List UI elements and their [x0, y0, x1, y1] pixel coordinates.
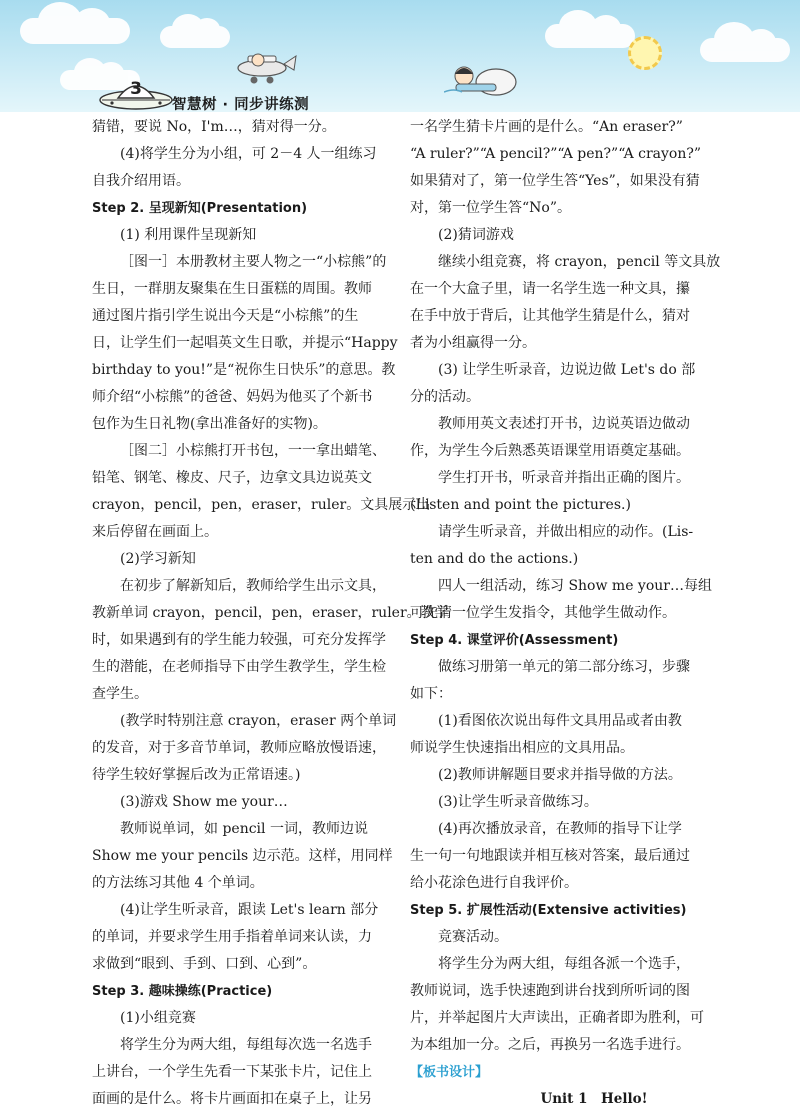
step-heading: Step 3. 趣味操练(Practice)	[92, 984, 273, 999]
text-line: (教学时特别注意 crayon，eraser 两个单词	[120, 713, 397, 729]
text-line: 请学生听录音，并做出相应的动作。(Lis-	[438, 524, 694, 540]
text-line: 铅笔、钢笔、橡皮、尺子，边拿文具边说英文	[92, 470, 372, 486]
text-line: 将学生分为两大组，每组每次选一名选手	[120, 1037, 372, 1053]
left-column	[92, 114, 460, 1113]
text-line: 的发音，对于多音节单词，教师应略放慢语速，	[92, 740, 386, 756]
text-line: 片，并举起图片大声读出，正确者即为胜利，可	[410, 1010, 704, 1026]
text-line: (4)将学生分为小组，可 2－4 人一组练习	[120, 146, 377, 162]
text-line: 如下：	[410, 686, 452, 702]
text-line: 面画的是什么。将卡片画面扣在桌子上，让另	[92, 1091, 372, 1107]
series-title: 智慧树 · 同步讲练测	[172, 97, 310, 113]
text-line: birthday to you!”是“祝你生日快乐”的意思。教	[92, 362, 396, 378]
text-line: 待学生较好掌握后改为正常语速。)	[92, 767, 301, 783]
text-line: 一名学生猜卡片画的是什么。“An eraser?”	[410, 119, 683, 135]
text-line: 生日，一群朋友聚集在生日蛋糕的周围。教师	[92, 281, 372, 297]
text-line: 作，为学生今后熟悉英语课堂用语奠定基础。	[410, 443, 690, 459]
text-line: 教师说词，选手快速跑到讲台找到所听词的图	[410, 983, 690, 999]
text-line: (2)学习新知	[120, 551, 196, 567]
text-line: 分的活动。	[410, 389, 480, 405]
text-line: 的单词，并要求学生用手指着单词来认读，力	[92, 929, 372, 945]
text-line: Show me your pencils 边示范。这样，用同样	[92, 848, 393, 864]
text-line: 教师说单词，如 pencil 一词，教师边说	[120, 821, 368, 837]
cloud-icon	[700, 38, 790, 62]
board-title: Unit 1 Hello!	[540, 1091, 648, 1107]
text-line: (3)游戏 Show me your…	[120, 794, 288, 810]
text-line: 做练习册第一单元的第二部分练习，步骤	[438, 659, 690, 675]
text-line: 为本组加一分。之后，再换另一名选手进行。	[410, 1037, 690, 1053]
text-line: 生一句一句地跟读并相互核对答案，最后通过	[410, 848, 690, 864]
text-line: (3)让学生听录音做练习。	[438, 794, 598, 810]
text-line: 包作为生日礼物(拿出准备好的实物)。	[92, 416, 327, 432]
text-line: 师说学生快速指出相应的文具用品。	[410, 740, 634, 756]
cloud-icon	[545, 24, 635, 48]
page-number: 3	[130, 79, 142, 99]
text-line: (3) 让学生听录音，边说边做 Let's do 部	[438, 362, 696, 378]
text-line: (Listen and point the pictures.)	[410, 497, 631, 513]
text-line: (4)让学生听录音，跟读 Let's learn 部分	[120, 902, 379, 918]
text-line: 猜错，要说 No，I'm…，猜对得一分。	[92, 119, 336, 135]
text-line: ten and do the actions.)	[410, 551, 579, 567]
text-line: (2)猜词游戏	[438, 227, 514, 243]
text-line: (4)再次播放录音，在教师的指导下让学	[438, 821, 682, 837]
text-line: 如果猜对了，第一位学生答“Yes”，如果没有猜	[410, 173, 700, 189]
text-line: 时，如果遇到有的学生能力较强，可充分发挥学	[92, 632, 386, 648]
text-line: 学生打开书，听录音并指出正确的图片。	[438, 470, 690, 486]
text-line: 者为小组赢得一分。	[410, 335, 536, 351]
text-line: 给小花涂色进行自我评价。	[410, 875, 578, 891]
section-tag: 【板书设计】	[410, 1065, 489, 1080]
text-line: (1)看图依次说出每件文具用品或者由教	[438, 713, 682, 729]
text-line: 上讲台，一个学生先看一下某张卡片，记住上	[92, 1064, 372, 1080]
text-line: 可先请一位学生发指令，其他学生做动作。	[410, 605, 676, 621]
text-line: 继续小组竞赛，将 crayon，pencil 等文具放	[438, 254, 721, 270]
step-heading: Step 2. 呈现新知(Presentation)	[92, 201, 308, 216]
step-heading: Step 4. 课堂评价(Assessment)	[410, 633, 619, 648]
text-line: 将学生分为两大组，每组各派一个选手，	[438, 956, 690, 972]
text-line: 求做到“眼到、手到、口到、心到”。	[92, 956, 317, 972]
text-line: 竞赛活动。	[438, 929, 508, 945]
text-line: 自我介绍用语。	[92, 173, 190, 189]
text-line: (2)教师讲解题目要求并指导做的方法。	[438, 767, 682, 783]
text-line: ［图二］小棕熊打开书包，一一拿出蜡笔、	[120, 443, 386, 459]
text-line: 在一个大盒子里，请一名学生选一种文具，攥	[410, 281, 690, 297]
text-line: 在手中放于背后，让其他学生猜是什么，猜对	[410, 308, 690, 324]
text-line: 在初步了解新知后，教师给学生出示文具，	[120, 578, 386, 594]
text-line: crayon，pencil，pen，eraser，ruler。文具展示出	[92, 497, 431, 513]
text-line: 通过图片指引学生说出今天是“小棕熊”的生	[92, 308, 359, 324]
text-line: (1)小组竞赛	[120, 1010, 196, 1026]
text-line: 师介绍“小棕熊”的爸爸、妈妈为他买了个新书	[92, 389, 373, 405]
cloud-icon	[160, 26, 230, 48]
text-line: ［图一］本册教材主要人物之一“小棕熊”的	[120, 254, 387, 270]
text-line: 日，让学生们一起唱英文生日歌，并提示“Happy	[92, 335, 398, 351]
text-line: 来后停留在画面上。	[92, 524, 218, 540]
cloud-icon	[20, 18, 130, 44]
sun-icon	[628, 36, 662, 70]
text-line: 教新单词 crayon，pencil，pen，eraser，ruler。教学	[92, 605, 449, 621]
text-line: 的方法练习其他 4 个单词。	[92, 875, 264, 891]
right-column	[410, 114, 778, 1113]
text-line: 四人一组活动，练习 Show me your…每组	[438, 578, 712, 594]
text-line: “A ruler?”“A pencil?”“A pen?”“A crayon?”	[410, 146, 702, 162]
flying-kids-icon	[444, 58, 520, 98]
text-line: 查学生。	[92, 686, 148, 702]
text-line: 教师用英文表述打开书，边说英语边做动	[438, 416, 690, 432]
text-line: 生的潜能，在老师指导下由学生教学生，学生检	[92, 659, 386, 675]
airplane-icon	[226, 42, 298, 86]
text-line: (1) 利用课件呈现新知	[120, 227, 257, 243]
text-line: 对，第一位学生答“No”。	[410, 200, 571, 216]
step-heading: Step 5. 扩展性活动(Extensive activities)	[410, 903, 687, 918]
